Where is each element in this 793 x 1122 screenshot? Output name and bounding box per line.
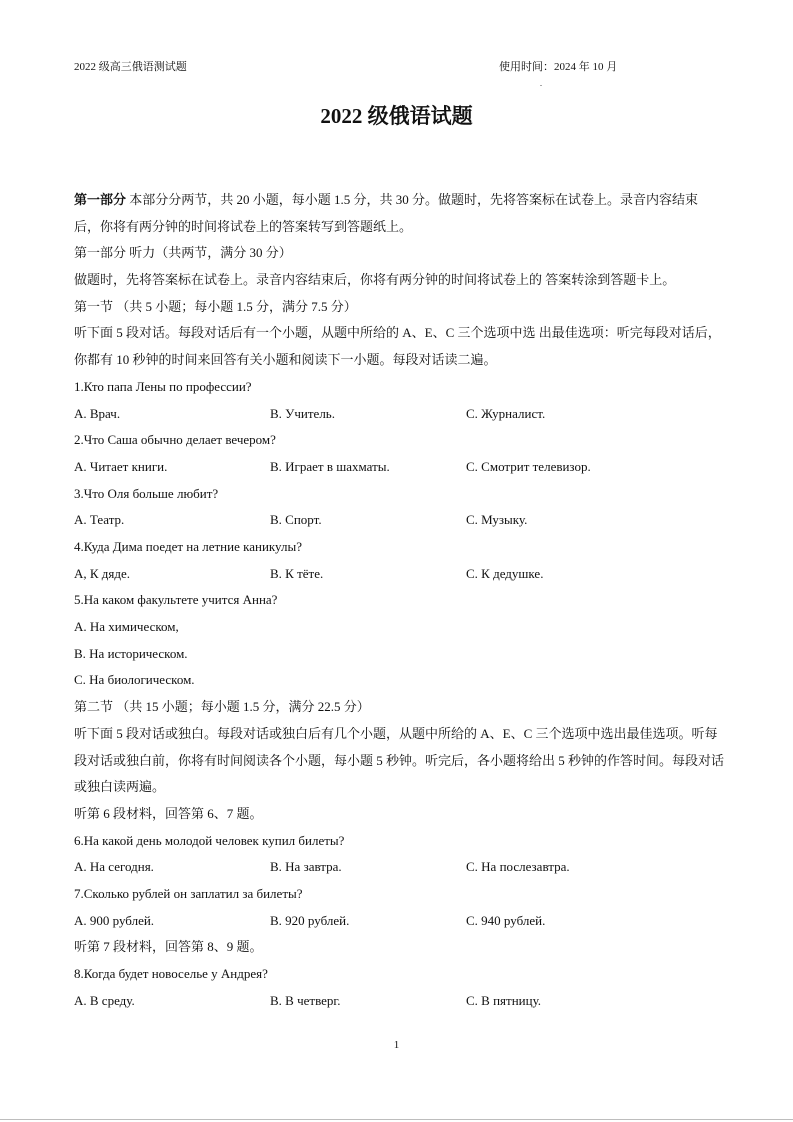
- question-8: 8.Когда будет новоселье у Андрея?: [74, 966, 268, 982]
- material-7-note: 听第 7 段材料，回答第 8、9 题。: [74, 939, 263, 955]
- option-a: A. Читает книги.: [74, 458, 168, 474]
- question-7: 7.Сколько рублей он заплатил за билеты?: [74, 886, 303, 901]
- page-number: 1: [393, 1039, 400, 1051]
- question-4: 4.Куда Дима поедет на летние каникулы?: [74, 539, 302, 555]
- exam-content: [74, 187, 724, 1014]
- option-a: A. В среду.: [74, 992, 135, 1008]
- section1-instructions: 听下面 5 段对话。每段对话后有一个小题，从题中所给的 A、E、C 三个选项中选 出最佳选项：听完每段对话后，你都有 10 秒钟的时间来回答有关小题和阅读下一小题。每段对话读二遍。: [74, 325, 721, 368]
- question-7-options: [74, 908, 724, 935]
- option-b: B. К тёте.: [270, 565, 324, 581]
- header-dot: .: [540, 79, 542, 88]
- option-c: C. На послезавтра.: [466, 859, 570, 875]
- part1-intro-text: 本部分分两节，共 20 小题，每小题 1.5 分，共 30 分。做题时，先将答案标在试卷上。录音内容结束后，你将有两分钟的时间将试卷上的答案转写到答题纸上。: [74, 192, 699, 234]
- option-b: B. Учитель.: [270, 405, 335, 421]
- question-1: 1.Кто папа Лены по профессии?: [74, 378, 252, 394]
- option-b: B. В четверг.: [270, 992, 341, 1008]
- option-b: B. 920 рублей.: [270, 912, 350, 928]
- listening-title: 第一部分 听力（共两节，满分 30 分）: [74, 245, 292, 261]
- listening-instructions: 做题时，先将答案标在试卷上。录音内容结束后，你将有两分钟的时间将试卷上的 答案转涂到答题卡上。: [74, 272, 676, 288]
- option-a: A. На химическом,: [74, 619, 179, 635]
- material-6-note: 听第 6 段材料，回答第 6、7 题。: [74, 805, 263, 821]
- option-b: B. На историческом.: [74, 645, 188, 661]
- question-6: 6.На какой день молодой человек купил билеты?: [74, 832, 345, 848]
- page-title: 2022 级俄语试题: [320, 104, 473, 128]
- question-4-options: [74, 561, 724, 588]
- section2-title: 第二节 （共 15 小题；每小题 1.5 分，满分 22.5 分）: [74, 699, 370, 715]
- question-2: 2.Что Саша обычно делает вечером?: [74, 432, 276, 448]
- option-c: C. Смотрит телевизор.: [466, 458, 591, 474]
- question-3: 3.Что Оля больше любит?: [74, 485, 219, 501]
- option-c: C. 940 рублей.: [466, 912, 546, 928]
- page-bottom-divider: [0, 1119, 793, 1120]
- option-c: C. На биологическом.: [74, 672, 195, 688]
- section1-title: 第一节 （共 5 小题；每小题 1.5 分，满分 7.5 分）: [74, 298, 357, 314]
- option-a: A. Театр.: [74, 512, 125, 528]
- option-c: C. Журналист.: [466, 405, 546, 421]
- option-b: B. На завтра.: [270, 859, 342, 875]
- part1-label: 第一部分: [74, 192, 127, 207]
- question-8-options: [74, 988, 724, 1015]
- option-b: B. Играет в шахматы.: [270, 458, 390, 474]
- option-c: C. В пятницу.: [466, 992, 542, 1008]
- section2-instructions: 听下面 5 段对话或独白。每段对话或独白后有几个小题，从题中所给的 A、E、C 三个选项中选出最佳选项。听每段对话或独白前，你将有时间阅读各个小题，每小题 5 秒钟。听完后，各小题将给出 5 秒钟的作答时间。每段对话或独白读两遍。: [74, 725, 725, 795]
- part1-intro: [74, 187, 724, 240]
- option-a: A, К дяде.: [74, 565, 131, 581]
- question-1-options: [74, 401, 724, 428]
- option-a: A. Врач.: [74, 405, 121, 421]
- option-c: C. Музыку.: [466, 512, 528, 528]
- question-6-options: [74, 854, 724, 881]
- option-b: B. Спорт.: [270, 512, 322, 528]
- question-2-options: [74, 454, 724, 481]
- option-a: A. 900 рублей.: [74, 912, 155, 928]
- question-5: 5.На каком факультете учится Анна?: [74, 592, 278, 608]
- option-a: A. На сегодня.: [74, 859, 154, 875]
- option-c: C. К дедушке.: [466, 565, 544, 581]
- question-3-options: [74, 507, 724, 534]
- header-right: 使用时间：2024 年 10 月: [499, 61, 618, 73]
- header-left: 2022 级高三俄语测试题: [74, 61, 187, 73]
